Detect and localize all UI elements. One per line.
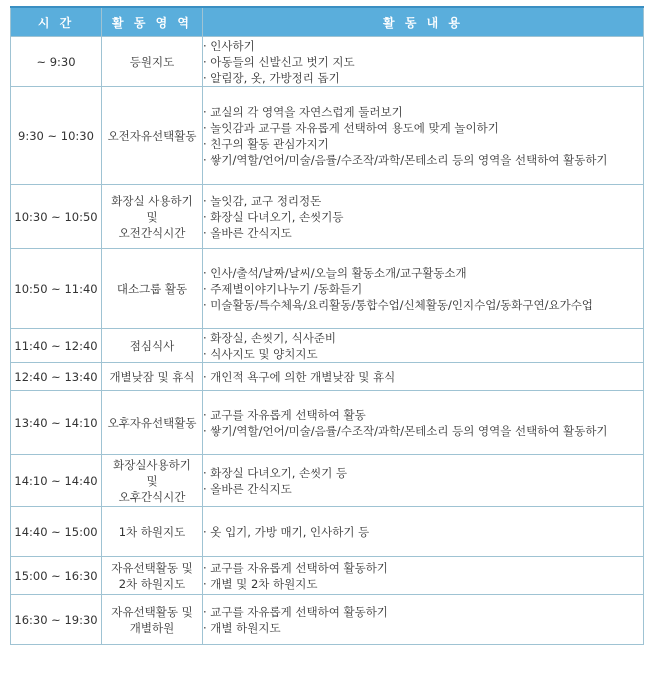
table-row bbox=[11, 455, 644, 507]
activity-item: · 화장실, 손씻기, 식사준비 bbox=[203, 330, 337, 345]
header-row bbox=[11, 7, 644, 37]
area-line: 개별하원 bbox=[129, 620, 175, 635]
activity-item: · 교구를 자유롭게 선택하여 활동하기 bbox=[203, 604, 388, 619]
time-cell: 10:30 ~ 10:50 bbox=[11, 185, 102, 249]
area-line: 및 bbox=[146, 209, 158, 224]
area-line: 2차 하원지도 bbox=[118, 576, 186, 591]
activity-item: · 화장실 다녀오기, 손씻기등 bbox=[203, 209, 344, 224]
area-line: 대소그룹 활동 bbox=[116, 281, 188, 296]
activity-item: · 옷 입기, 가방 매기, 인사하기 등 bbox=[203, 524, 370, 539]
area-line: 자유선택활동 및 bbox=[111, 604, 193, 619]
area-cell bbox=[102, 329, 203, 363]
activity-cell bbox=[203, 249, 644, 329]
area-line: 화장실 사용하기 bbox=[111, 193, 193, 208]
area-line: 오후자유선택활동 bbox=[107, 415, 197, 430]
table-row bbox=[11, 363, 644, 391]
time-cell: 14:10 ~ 14:40 bbox=[11, 455, 102, 507]
time-cell: 16:30 ~ 19:30 bbox=[11, 595, 102, 645]
area-line: 등원지도 bbox=[129, 54, 175, 69]
activity-item: · 알림장, 옷, 가방정리 돕기 bbox=[203, 70, 340, 85]
area-cell bbox=[102, 455, 203, 507]
activity-item: · 교구를 자유롭게 선택하여 활동 bbox=[203, 407, 366, 422]
area-cell bbox=[102, 595, 203, 645]
area-cell bbox=[102, 557, 203, 595]
area-cell bbox=[102, 249, 203, 329]
table-row bbox=[11, 329, 644, 363]
activity-item: · 쌓기/역할/언어/미술/음률/수조작/과학/몬테소리 등의 영역을 선택하여 활동하기 bbox=[203, 423, 608, 438]
activity-item: · 개별 하원지도 bbox=[203, 620, 281, 635]
time-cell: ~ 9:30 bbox=[11, 37, 102, 87]
activity-cell bbox=[203, 595, 644, 645]
activity-item: · 인사/출석/날짜/날씨/오늘의 활동소개/교구활동소개 bbox=[203, 265, 467, 280]
activity-item: · 올바른 간식지도 bbox=[203, 225, 292, 240]
activity-item: · 놀잇감과 교구를 자유롭게 선택하여 용도에 맞게 놀이하기 bbox=[203, 120, 499, 135]
activity-item: · 친구의 활동 관심가지기 bbox=[203, 136, 329, 151]
activity-item: · 개별 및 2차 하원지도 bbox=[203, 576, 318, 591]
area-cell bbox=[102, 37, 203, 87]
activity-cell bbox=[203, 185, 644, 249]
activity-cell bbox=[203, 391, 644, 455]
activity-cell bbox=[203, 557, 644, 595]
activity-item: · 교구를 자유롭게 선택하여 활동하기 bbox=[203, 560, 388, 575]
activity-item: · 쌓기/역할/언어/미술/음률/수조작/과학/몬테소리 등의 영역을 선택하여 활동하기 bbox=[203, 152, 608, 167]
area-cell bbox=[102, 391, 203, 455]
activity-cell bbox=[203, 87, 644, 185]
activity-cell bbox=[203, 455, 644, 507]
table-row bbox=[11, 37, 644, 87]
area-line: 오후간식시간 bbox=[118, 489, 186, 504]
area-line: 및 bbox=[146, 473, 158, 488]
time-cell: 11:40 ~ 12:40 bbox=[11, 329, 102, 363]
time-cell: 15:00 ~ 16:30 bbox=[11, 557, 102, 595]
activity-item: · 화장실 다녀오기, 손씻기 등 bbox=[203, 465, 348, 480]
header-content: 활 동 내 용 bbox=[203, 7, 644, 37]
time-cell: 10:50 ~ 11:40 bbox=[11, 249, 102, 329]
table-row bbox=[11, 595, 644, 645]
area-line: 오전간식시간 bbox=[118, 225, 186, 240]
table-row bbox=[11, 391, 644, 455]
schedule-table bbox=[10, 6, 644, 645]
area-cell bbox=[102, 87, 203, 185]
area-line: 1차 하원지도 bbox=[118, 524, 186, 539]
area-line: 화장실사용하기 bbox=[113, 457, 191, 472]
area-cell bbox=[102, 363, 203, 391]
activity-item: · 놀잇감, 교구 정리정돈 bbox=[203, 193, 322, 208]
table-row bbox=[11, 507, 644, 557]
area-cell bbox=[102, 507, 203, 557]
activity-item: · 올바른 간식지도 bbox=[203, 481, 292, 496]
activity-cell bbox=[203, 507, 644, 557]
activity-item: · 교실의 각 영역을 자연스럽게 둘러보기 bbox=[203, 104, 403, 119]
activity-item: · 아동들의 신발신고 벗기 지도 bbox=[203, 54, 355, 69]
activity-item: · 인사하기 bbox=[203, 38, 255, 53]
area-line: 점심식사 bbox=[129, 338, 175, 353]
activity-item: · 개인적 욕구에 의한 개별낮잠 및 휴식 bbox=[203, 369, 396, 384]
table-row bbox=[11, 87, 644, 185]
time-cell: 13:40 ~ 14:10 bbox=[11, 391, 102, 455]
time-cell: 14:40 ~ 15:00 bbox=[11, 507, 102, 557]
activity-item: · 주제별이야기나누기 /동화듣기 bbox=[203, 281, 363, 296]
header-area: 활 동 영 역 bbox=[102, 7, 203, 37]
time-cell: 12:40 ~ 13:40 bbox=[11, 363, 102, 391]
area-line: 자유선택활동 및 bbox=[111, 560, 193, 575]
activity-cell bbox=[203, 37, 644, 87]
area-line: 개별낮잠 및 휴식 bbox=[109, 369, 195, 384]
time-cell: 9:30 ~ 10:30 bbox=[11, 87, 102, 185]
table-row bbox=[11, 557, 644, 595]
table-row bbox=[11, 185, 644, 249]
header-time: 시 간 bbox=[11, 7, 102, 37]
activity-cell bbox=[203, 329, 644, 363]
activity-cell bbox=[203, 363, 644, 391]
activity-item: · 미술활동/특수체육/요리활동/통합수업/신체활동/인지수업/동화구연/요가수업 bbox=[203, 297, 593, 312]
area-line: 오전자유선택활동 bbox=[107, 128, 197, 143]
activity-item: · 식사지도 및 양치지도 bbox=[203, 346, 318, 361]
area-cell bbox=[102, 185, 203, 249]
table-row bbox=[11, 249, 644, 329]
